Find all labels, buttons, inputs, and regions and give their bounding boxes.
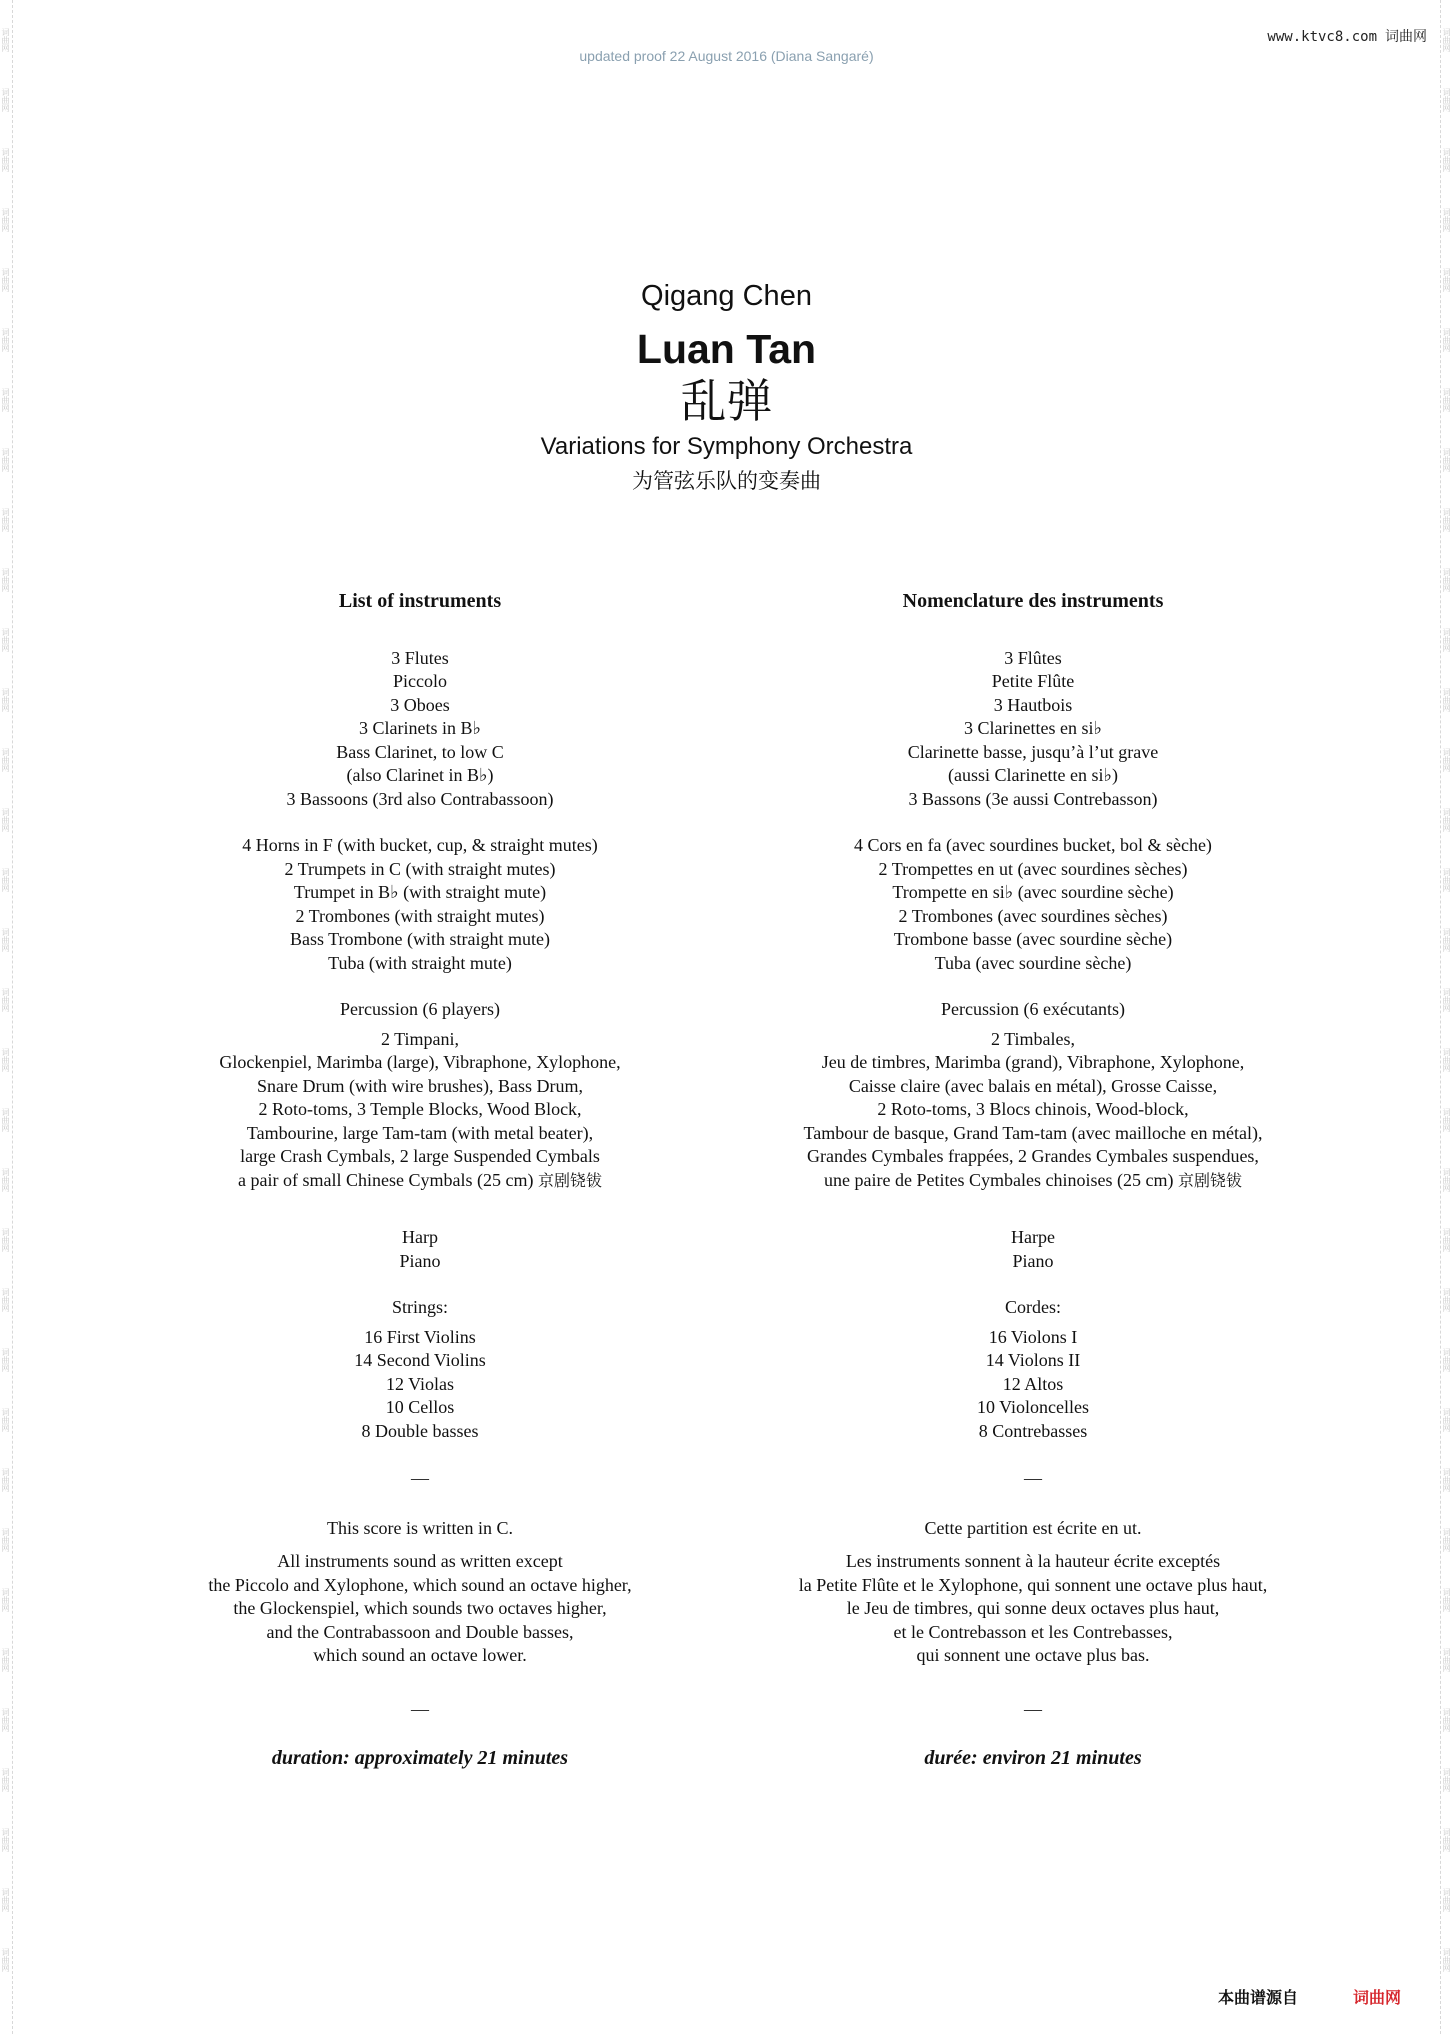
french-column [753, 582, 1313, 1771]
french-strings [753, 1296, 1313, 1443]
edge-watermark-text: 词曲网 [1442, 1168, 1451, 1192]
instrument-line: Grandes Cymbales frappées, 2 Grandes Cymbales suspendues, [807, 1146, 1259, 1166]
transposition-note [753, 1550, 1313, 1668]
edge-watermark-text: 词曲网 [1442, 1708, 1451, 1732]
instrument-line: 3 Hautbois [993, 694, 1073, 715]
instrument-line: Trompette en si♭ (avec sourdine sèche) [892, 882, 1174, 902]
edge-watermark-text: 词曲网 [1, 988, 10, 1012]
edge-watermark-text: 词曲网 [1442, 1828, 1451, 1852]
instrument-line: Clarinette basse, jusqu’à l’ut grave [907, 741, 1159, 762]
proof-note: updated proof 22 August 2016 (Diana Sangaré) [579, 48, 874, 64]
edge-watermark-text: 词曲网 [1, 568, 10, 592]
instrument-line: 4 Cors en fa (avec sourdines bucket, bol & sèche) [854, 835, 1212, 855]
footer-source-label: 本曲谱源自 [1218, 1988, 1299, 2007]
edge-watermark-text: 词曲网 [1, 1168, 10, 1192]
strings-heading: Cordes: [1005, 1297, 1061, 1317]
edge-watermark-text: 词曲网 [1, 688, 10, 712]
site-url[interactable]: www.ktvc8.com [1267, 29, 1377, 45]
edge-watermark-text: 词曲网 [1, 28, 10, 52]
instrument-line: 3 Bassoons (3rd also Contrabassoon) [286, 788, 554, 809]
edge-watermark-text: 词曲网 [1, 1768, 10, 1792]
edge-watermark-text: 词曲网 [1442, 1768, 1451, 1792]
instrument-line: 12 Violas [385, 1373, 455, 1394]
edge-watermark-text: 词曲网 [1442, 508, 1451, 532]
instrument-line [140, 1169, 700, 1193]
instrument-line: 14 Violons II [985, 1350, 1081, 1370]
edge-watermark-text: 词曲网 [1, 388, 10, 412]
note-line: Les instruments sonnent à la hauteur écrite exceptés [845, 1551, 1221, 1571]
english-woodwinds [140, 647, 700, 812]
transposition-note [140, 1550, 700, 1668]
edge-watermark-text: 词曲网 [1442, 1888, 1451, 1912]
note-line: le Jeu de timbres, qui sonne deux octaves plus haut, [846, 1598, 1220, 1618]
instrument-line: 12 Altos [1002, 1373, 1064, 1394]
instrument-line: 2 Timpani, [380, 1028, 460, 1049]
edge-watermark-text: 词曲网 [1442, 808, 1451, 832]
instrument-line: Trombone basse (avec sourdine sèche) [893, 929, 1173, 949]
edge-watermark-text: 词曲网 [1442, 748, 1451, 772]
instrument-line: 2 Roto-toms, 3 Temple Blocks, Wood Block, [258, 1099, 582, 1119]
separator: — [411, 1698, 429, 1719]
instrument-line: Bass Clarinet, to low C [336, 741, 504, 762]
instrument-line: 3 Flutes [391, 647, 449, 668]
work-subtitle-chinese: 为管弦乐队的变奏曲 [632, 468, 821, 493]
edge-watermark-text: 词曲网 [1442, 1348, 1451, 1372]
instrument-line: (aussi Clarinette en si♭) [948, 765, 1118, 785]
edge-watermark-text: 词曲网 [1, 1888, 10, 1912]
instrument-line: 3 Flûtes [1004, 647, 1062, 668]
instrument-line: 8 Double basses [361, 1420, 479, 1441]
composer-name: Qigang Chen [641, 280, 812, 312]
instrument-line: Tambour de basque, Grand Tam-tam (avec mailloche en métal), [803, 1122, 1263, 1143]
edge-watermark-text: 词曲网 [1, 1828, 10, 1852]
edge-watermark-text: 词曲网 [1, 208, 10, 232]
note-line: et le Contrebasson et les Contrebasses, [893, 1621, 1173, 1642]
edge-watermark-text: 词曲网 [1442, 1948, 1451, 1972]
english-strings [140, 1296, 700, 1443]
edge-watermark-text: 词曲网 [1, 268, 10, 292]
instrument-line: (also Clarinet in B♭) [346, 765, 494, 785]
edge-watermark-text: 词曲网 [1, 1648, 10, 1672]
note-line: All instruments sound as written except [277, 1551, 563, 1571]
edge-watermark-text: 词曲网 [1, 1588, 10, 1612]
english-keyboards [140, 1226, 700, 1273]
edge-watermark-text: 词曲网 [1442, 1108, 1451, 1132]
instrument-line: 2 Roto-toms, 3 Blocs chinois, Wood-block, [877, 1099, 1189, 1119]
english-percussion [140, 998, 700, 1192]
edge-watermark-text: 词曲网 [1442, 1588, 1451, 1612]
instrument-line: 3 Bassons (3e aussi Contrebasson) [908, 788, 1158, 809]
separator: — [1024, 1698, 1042, 1719]
instrument-line: Piano [399, 1250, 441, 1271]
instrument-line: Bass Trombone (with straight mute) [290, 929, 550, 949]
instrument-line: Jeu de timbres, Marimba (grand), Vibraphone, Xylophone, [821, 1052, 1245, 1072]
edge-watermark-text: 词曲网 [1, 1468, 10, 1492]
duration: duration: approximately 21 minutes [271, 1747, 569, 1769]
site-name[interactable]: 词曲网 [1385, 29, 1427, 45]
note-line: the Piccolo and Xylophone, which sound an octave higher, [208, 1574, 632, 1595]
footer-source-site[interactable]: 词曲网 [1352, 1988, 1401, 2007]
separator: — [1024, 1468, 1042, 1488]
edge-watermark-text: 词曲网 [1, 868, 10, 892]
instrument-line: 3 Oboes [390, 694, 450, 715]
edge-watermark-text: 词曲网 [1, 1048, 10, 1072]
edge-watermark-text: 词曲网 [1, 1528, 10, 1552]
edge-watermark-text: 词曲网 [1, 148, 10, 172]
instrument-line: 4 Horns in F (with bucket, cup, & straight mutes) [242, 835, 598, 855]
note-line: which sound an octave lower. [313, 1645, 527, 1665]
edge-watermark-text: 词曲网 [1, 1108, 10, 1132]
percussion-heading: Percussion (6 players) [340, 999, 500, 1019]
chinese-cymbals-name: 京剧铙钹 [537, 1170, 602, 1190]
edge-watermark-text: 词曲网 [1442, 1288, 1451, 1312]
edge-watermark-text: 词曲网 [1, 448, 10, 472]
edge-watermark-text: 词曲网 [1442, 448, 1451, 472]
instrument-line: Tuba (with straight mute) [328, 952, 512, 973]
edge-watermark-text: 词曲网 [1, 628, 10, 652]
edge-watermark-text: 词曲网 [1442, 568, 1451, 592]
instrument-line [753, 1169, 1313, 1193]
site-header [1267, 26, 1427, 46]
instrument-line: 10 Cellos [385, 1397, 455, 1417]
french-keyboards [753, 1226, 1313, 1273]
duration: durée: environ 21 minutes [924, 1747, 1142, 1769]
work-title: Luan Tan [636, 326, 817, 372]
edge-watermark-text: 词曲网 [1442, 148, 1451, 172]
edge-watermark-text: 词曲网 [1, 328, 10, 352]
edge-watermark-text: 词曲网 [1442, 28, 1451, 52]
edge-watermark-text: 词曲网 [1442, 1468, 1451, 1492]
instrument-line: 10 Violoncelles [976, 1397, 1090, 1417]
edge-watermark-text: 词曲网 [1442, 988, 1451, 1012]
separator: — [411, 1468, 429, 1488]
instrument-line: 2 Trompettes en ut (avec sourdines sèches) [878, 858, 1188, 879]
edge-watermark-text: 词曲网 [1, 1228, 10, 1252]
chinese-cymbals-name: 京剧铙钹 [1177, 1170, 1242, 1190]
french-percussion [753, 998, 1313, 1192]
instrument-line: Piccolo [393, 671, 447, 691]
instrument-text: a pair of small Chinese Cymbals (25 cm) [238, 1169, 534, 1190]
edge-watermark-text: 词曲网 [1442, 928, 1451, 952]
note-line: and the Contrabassoon and Double basses, [266, 1621, 574, 1642]
instrument-line: 2 Trumpets in C (with straight mutes) [284, 858, 556, 879]
edge-watermark-text: 词曲网 [1, 1948, 10, 1972]
english-heading: List of instruments [338, 590, 502, 612]
instrument-line: 16 Violons I [988, 1326, 1078, 1347]
instrument-line: 3 Clarinets in B♭ [359, 718, 481, 738]
instrument-line: Harpe [1011, 1227, 1055, 1247]
note-line: la Petite Flûte et le Xylophone, qui sonnent une octave plus haut, [798, 1574, 1268, 1595]
percussion-heading: Percussion (6 exécutants) [941, 999, 1125, 1019]
edge-watermark-text: 词曲网 [1442, 868, 1451, 892]
edge-watermark-text: 词曲网 [1, 1348, 10, 1372]
english-column [140, 582, 700, 1771]
instrument-text: une paire de Petites Cymbales chinoises (25 cm) [824, 1169, 1174, 1190]
edge-watermark-text: 词曲网 [1, 808, 10, 832]
edge-watermark-text: 词曲网 [1, 1708, 10, 1732]
instrument-line: 16 First Violins [364, 1326, 476, 1347]
instrument-line: Trumpet in B♭ (with straight mute) [293, 882, 547, 902]
edge-watermark-text: 词曲网 [1442, 208, 1451, 232]
instrument-line: 3 Clarinettes en si♭ [964, 718, 1102, 738]
work-subtitle: Variations for Symphony Orchestra [540, 432, 913, 460]
work-title-chinese: 乱弹 [680, 374, 773, 429]
edge-watermark-text: 词曲网 [1, 88, 10, 112]
edge-watermark-text: 词曲网 [1, 508, 10, 532]
instrument-line: Glockenpiel, Marimba (large), Vibraphone, Xylophone, [219, 1052, 621, 1072]
edge-watermark-text: 词曲网 [1442, 1528, 1451, 1552]
instrument-line: Piano [1012, 1250, 1054, 1271]
score-note: This score is written in C. [327, 1517, 513, 1538]
instrument-line: Tuba (avec sourdine sèche) [934, 952, 1132, 973]
instrument-line: 14 Second Violins [354, 1350, 486, 1370]
instrument-line: Snare Drum (with wire brushes), Bass Drum, [257, 1075, 583, 1096]
edge-watermark-text: 词曲网 [1442, 328, 1451, 352]
strings-heading: Strings: [391, 1297, 448, 1317]
edge-watermark-text: 词曲网 [1442, 1048, 1451, 1072]
edge-watermark-text: 词曲网 [1, 928, 10, 952]
french-woodwinds [753, 647, 1313, 812]
instrument-line: 8 Contrebasses [978, 1420, 1088, 1441]
instrument-line: 2 Trombones (with straight mutes) [295, 905, 545, 926]
english-brass [140, 834, 700, 975]
note-line: the Glockenspiel, which sounds two octaves higher, [233, 1598, 607, 1618]
edge-watermark-text: 词曲网 [1, 1408, 10, 1432]
edge-watermark-text: 词曲网 [1442, 268, 1451, 292]
french-brass [753, 834, 1313, 975]
instrument-line: 2 Trombones (avec sourdines sèches) [898, 905, 1168, 926]
edge-watermark-text: 词曲网 [1442, 88, 1451, 112]
edge-watermark-text: 词曲网 [1442, 1648, 1451, 1672]
title-block [0, 280, 1453, 495]
instrument-line: Petite Flûte [991, 671, 1075, 691]
french-heading: Nomenclature des instruments [902, 590, 1164, 612]
instrument-line: Caisse claire (avec balais en métal), Grosse Caisse, [848, 1075, 1218, 1096]
edge-watermark-text: 词曲网 [1, 748, 10, 772]
instrument-line: large Crash Cymbals, 2 large Suspended Cymbals [240, 1146, 600, 1166]
edge-watermark-text: 词曲网 [1442, 1408, 1451, 1432]
note-line: qui sonnent une octave plus bas. [916, 1645, 1150, 1665]
edge-watermark-text: 词曲网 [1442, 688, 1451, 712]
edge-watermark-text: 词曲网 [1442, 388, 1451, 412]
edge-watermark-text: 词曲网 [1, 1288, 10, 1312]
instrument-line: Harp [402, 1227, 438, 1247]
instrument-line: Tambourine, large Tam-tam (with metal beater), [246, 1122, 594, 1143]
edge-watermark-text: 词曲网 [1442, 1228, 1451, 1252]
instrument-line: 2 Timbales, [990, 1028, 1076, 1049]
score-note: Cette partition est écrite en ut. [924, 1517, 1142, 1538]
edge-watermark-text: 词曲网 [1442, 628, 1451, 652]
